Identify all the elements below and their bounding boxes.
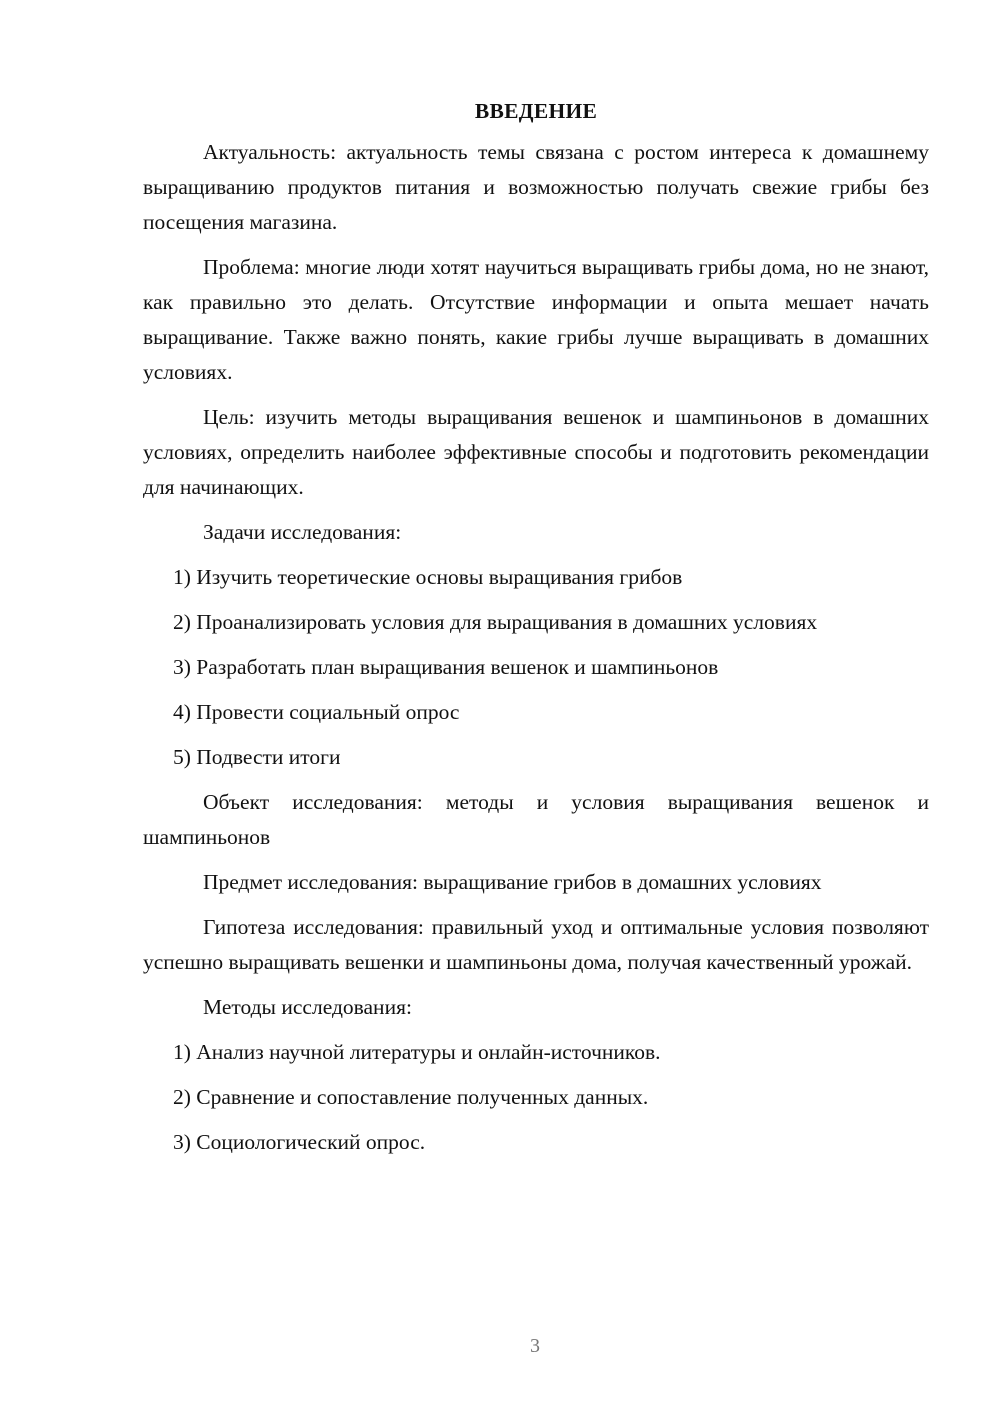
list-item: 5) Подвести итоги: [173, 745, 341, 769]
goal-paragraph: Цель: изучить методы выращивания вешенок и шампиньонов в домашних условиях, определить наиболее эффективные способы и подготовить рекомендации для начинающих.: [143, 405, 929, 499]
object-paragraph: Объект исследования: методы и условия выращивания вешенок и шампиньонов: [143, 790, 929, 849]
list-item: 2) Сравнение и сопоставление полученных данных.: [173, 1085, 649, 1109]
list-item: 1) Изучить теоретические основы выращивания грибов: [173, 565, 683, 589]
tasks-heading: Задачи исследования:: [203, 520, 402, 544]
list-item: 4) Провести социальный опрос: [173, 700, 460, 724]
hypothesis-paragraph: Гипотеза исследования: правильный уход и оптимальные условия позволяют успешно выращивать вешенки и шампиньоны дома, получая качественный урожай.: [143, 915, 929, 974]
methods-heading: Методы исследования:: [203, 995, 412, 1019]
list-item: 1) Анализ научной литературы и онлайн-источников.: [173, 1040, 661, 1064]
problem-paragraph: Проблема: многие люди хотят научиться выращивать грибы дома, но не знают, как правильно это делать. Отсутствие информации и опыта мешает начать выращивание. Также важно понять, какие грибы лучше выращивать в домашних условиях.: [143, 255, 929, 384]
page-number: 3: [530, 1335, 540, 1357]
page-content: [143, 94, 929, 1170]
list-item: 2) Проанализировать условия для выращивания в домашних условиях: [173, 610, 818, 634]
tasks-list: [143, 560, 929, 775]
subject-paragraph: Предмет исследования: выращивание грибов в домашних условиях: [203, 870, 822, 894]
section-title: ВВЕДЕНИЕ: [474, 99, 598, 123]
list-item: 3) Разработать план выращивания вешенок и шампиньонов: [173, 655, 719, 679]
methods-list: [143, 1035, 929, 1160]
list-item: 3) Социологический опрос.: [173, 1130, 426, 1154]
relevance-paragraph: Актуальность: актуальность темы связана с ростом интереса к домашнему выращиванию продуктов питания и возможностью получать свежие грибы без посещения магазина.: [143, 140, 929, 234]
